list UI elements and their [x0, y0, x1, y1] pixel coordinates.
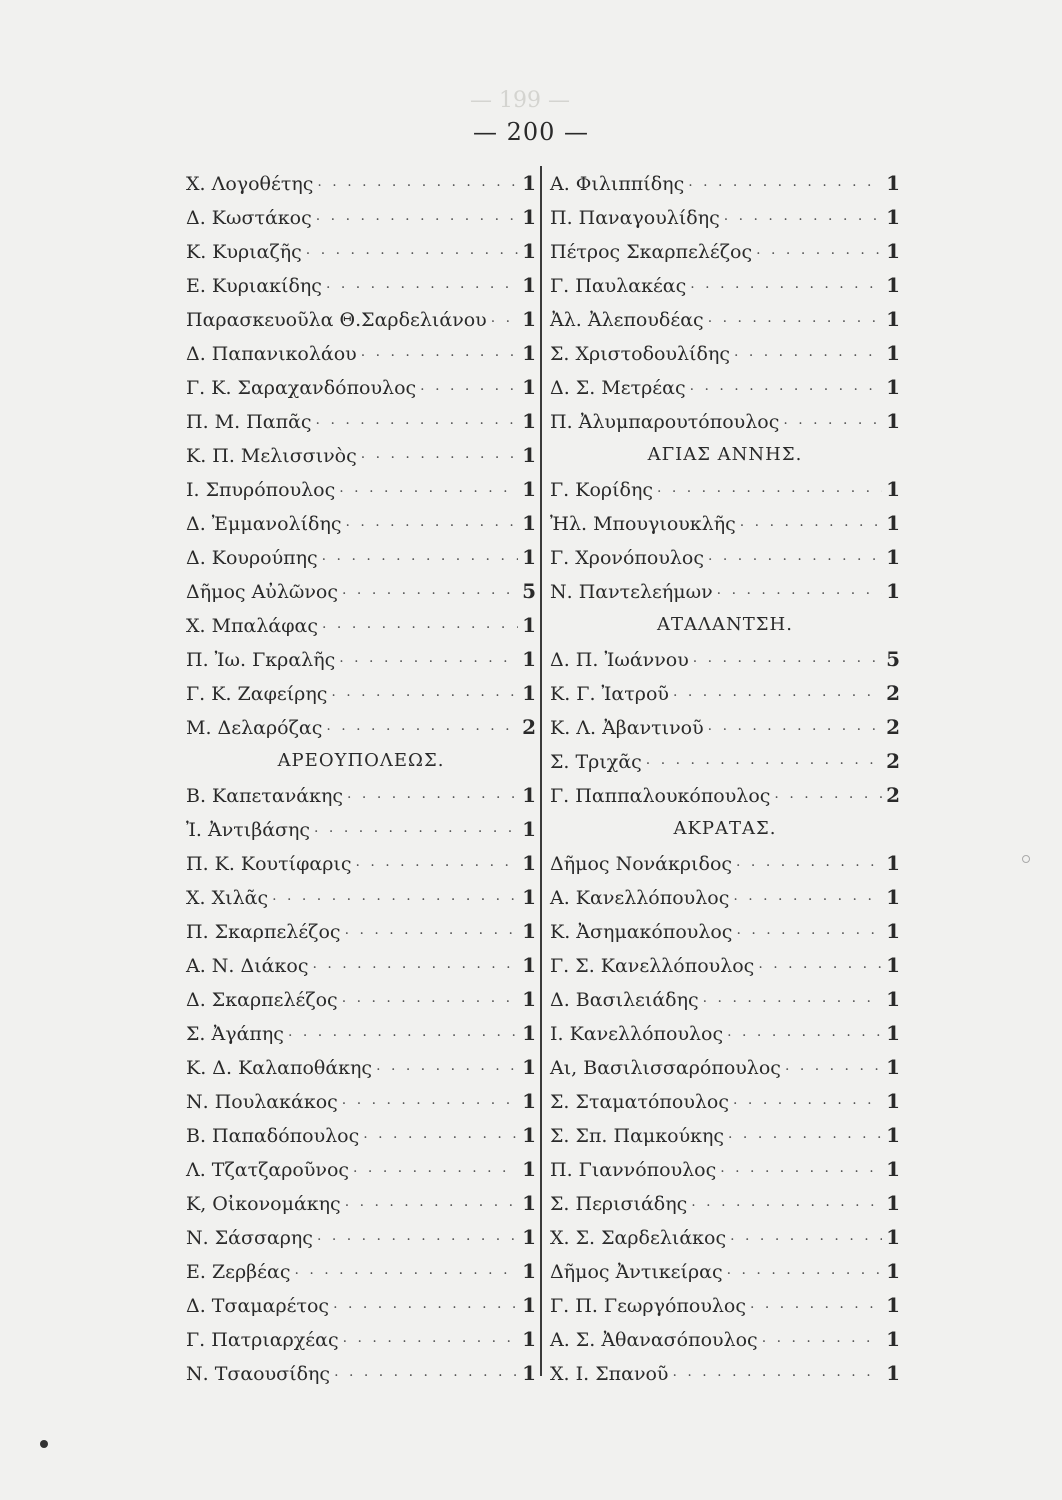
entry-count: 1 [886, 477, 900, 501]
entry-count: 1 [522, 1157, 536, 1181]
list-entry [550, 880, 900, 914]
list-entry [186, 438, 536, 472]
dot-leader [736, 849, 882, 883]
entry-name: Α. Κανελλόπουλος [550, 887, 730, 909]
dot-leader [690, 373, 882, 407]
page-number: — 200 — [472, 118, 590, 146]
dot-leader [272, 883, 518, 917]
entry-count: 1 [886, 307, 900, 331]
list-entry [186, 710, 536, 744]
list-entry [550, 982, 900, 1016]
dot-leader [420, 373, 518, 407]
list-entry [186, 948, 536, 982]
dot-leader [355, 849, 518, 883]
entry-count: 1 [886, 953, 900, 977]
entry-name: Σ. Χριστοδουλίδης [550, 343, 730, 365]
entry-name: Ἀλ. Ἀλεπουδέας [550, 309, 704, 331]
entry-name: Κ. Λ. Ἀβαντινοῦ [550, 717, 704, 739]
entry-name: Κ. Κυριαζῆς [186, 241, 302, 263]
list-entry [550, 778, 900, 812]
dot-leader [316, 203, 518, 237]
list-entry [186, 1084, 536, 1118]
dot-leader [785, 1053, 882, 1087]
entry-count: 1 [522, 817, 536, 841]
entry-name: Δ. Σ. Μετρέας [550, 377, 686, 399]
entry-count: 1 [886, 511, 900, 535]
entry-count: 1 [522, 783, 536, 807]
entry-count: 1 [522, 205, 536, 229]
dot-leader [317, 169, 518, 203]
entry-count: 1 [522, 647, 536, 671]
entry-name: Κ. Δ. Καλαποθάκης [186, 1057, 373, 1079]
list-entry [550, 336, 900, 370]
dot-leader [703, 985, 882, 1019]
entry-count: 1 [886, 1225, 900, 1249]
entry-count: 1 [522, 307, 536, 331]
entry-count: 1 [522, 987, 536, 1011]
entry-count: 1 [886, 1021, 900, 1045]
list-entry [186, 1322, 536, 1356]
entry-count: 1 [522, 1021, 536, 1045]
entry-name: Ν. Παντελεήμων [550, 581, 713, 603]
entry-count: 2 [886, 715, 900, 739]
dot-leader [724, 203, 882, 237]
dot-leader [339, 475, 518, 509]
dot-leader [317, 1223, 518, 1257]
entry-count: 1 [522, 953, 536, 977]
dot-leader [727, 1019, 882, 1053]
entry-count: 2 [522, 715, 536, 739]
dot-leader [691, 1189, 882, 1223]
list-entry [186, 1220, 536, 1254]
entry-count: 1 [522, 443, 536, 467]
dot-leader [326, 713, 518, 747]
list-entry [186, 234, 536, 268]
entry-name: Σ. Σπ. Παμκούκης [550, 1125, 725, 1147]
entry-count: 1 [886, 885, 900, 909]
entry-count: 1 [522, 545, 536, 569]
entry-count: 1 [522, 477, 536, 501]
entry-name: Δ. Π. Ἰωάννου [550, 649, 689, 671]
dot-leader [758, 951, 882, 985]
list-entry [550, 472, 900, 506]
dot-leader [733, 883, 882, 917]
right-column [550, 166, 900, 1390]
dot-leader [343, 1325, 518, 1359]
list-entry [186, 778, 536, 812]
entry-count: 1 [522, 885, 536, 909]
entry-count: 1 [886, 919, 900, 943]
entry-name: Γ. Πατριαρχέας [186, 1329, 339, 1351]
entry-count: 1 [522, 851, 536, 875]
entry-count: 1 [886, 1293, 900, 1317]
section-heading: ΑΚΡΑΤΑΣ. [673, 818, 777, 839]
dot-leader [342, 1087, 518, 1121]
entry-name: Ἠλ. Μπουγιουκλῆς [550, 513, 736, 535]
list-entry [550, 1152, 900, 1186]
entry-name: Δ. Παπανικολάου [186, 343, 357, 365]
entry-name: Δ. Κουρούπης [186, 547, 318, 569]
entry-name: Δ. Βασιλειάδης [550, 989, 699, 1011]
list-entry [186, 880, 536, 914]
list-entry [550, 676, 900, 710]
entry-count: 1 [886, 1327, 900, 1351]
entry-name: Ἰ. Ἀντιβάσης [186, 819, 311, 841]
list-entry [550, 710, 900, 744]
dot-leader [322, 611, 518, 645]
entry-name: Ν. Σάσσαρης [186, 1227, 313, 1249]
list-entry [186, 1016, 536, 1050]
section-heading: ΑΤΑΛΑΝΤΣΗ. [657, 614, 793, 635]
dot-leader [353, 1155, 518, 1189]
list-entry [186, 506, 536, 540]
entry-name: Γ. Σ. Κανελλόπουλος [550, 955, 755, 977]
dot-leader [316, 407, 519, 441]
dot-leader [717, 577, 882, 611]
entry-name: Π. Μ. Παπᾶς [186, 411, 312, 433]
entry-name: Δ. Ἐμμανολίδης [186, 513, 342, 535]
entry-name: Α. Φιλιππίδης [550, 173, 685, 195]
entry-count: 1 [886, 1191, 900, 1215]
entry-count: 1 [522, 613, 536, 637]
dot-leader [312, 951, 518, 985]
list-entry [550, 744, 900, 778]
dot-leader [688, 169, 882, 203]
entry-name: Π. Ἀλυμπαρουτόπουλος [550, 411, 780, 433]
dot-leader [342, 985, 518, 1019]
entry-count: 1 [886, 409, 900, 433]
dot-leader [342, 577, 518, 611]
entry-count: 1 [886, 171, 900, 195]
dot-leader [740, 509, 882, 543]
bleed-through-text: — 199 — [470, 88, 570, 113]
dot-leader [750, 1291, 882, 1325]
entry-count: 1 [522, 1191, 536, 1215]
list-entry [186, 1254, 536, 1288]
dot-leader [314, 815, 518, 849]
entry-count: 1 [886, 1123, 900, 1147]
dot-leader [756, 237, 882, 271]
list-entry [550, 540, 900, 574]
entry-count: 1 [522, 681, 536, 705]
entry-name: Παρασκευοῦλα Θ.Σαρδελιάνου [186, 309, 487, 331]
entry-name: Σ. Περισιάδης [550, 1193, 688, 1215]
dot-leader [345, 509, 518, 543]
list-entry [186, 472, 536, 506]
entry-count: 1 [886, 987, 900, 1011]
entry-count: 1 [522, 1259, 536, 1283]
dot-leader [361, 441, 518, 475]
entry-count: 1 [886, 1361, 900, 1385]
entry-name: Κ. Π. Μελισσινὸς [186, 445, 357, 467]
dot-leader [693, 645, 882, 679]
entry-count: 1 [522, 341, 536, 365]
entry-count: 1 [522, 1327, 536, 1351]
dot-leader [363, 1121, 518, 1155]
list-entry [550, 1084, 900, 1118]
entry-name: Α. Ν. Διάκος [186, 955, 309, 977]
list-entry [550, 404, 900, 438]
list-entry [186, 574, 536, 608]
entry-name: Π. Σκαρπελέζος [186, 921, 341, 943]
list-entry [186, 200, 536, 234]
entry-name: Χ. Λογοθέτης [186, 173, 314, 195]
list-entry [550, 846, 900, 880]
entry-name: Ν. Τσαουσίδης [186, 1363, 331, 1385]
entry-name: Λ. Τζατζαροῦνος [186, 1159, 350, 1181]
list-entry [550, 302, 900, 336]
entry-name: Γ. Χρονόπουλος [550, 547, 704, 569]
entry-name: Δ. Κωστάκος [186, 207, 312, 229]
entry-count: 1 [886, 273, 900, 297]
entry-count: 1 [522, 1293, 536, 1317]
list-entry [186, 982, 536, 1016]
entry-name: Γ. Π. Γεωργόπουλος [550, 1295, 746, 1317]
dot-leader [331, 679, 518, 713]
entry-name: Ι. Κανελλόπουλος [550, 1023, 724, 1045]
list-entry [550, 1322, 900, 1356]
list-entry [550, 1356, 900, 1390]
entry-count: 1 [886, 375, 900, 399]
entry-count: 1 [522, 171, 536, 195]
ink-speck [40, 1440, 48, 1448]
list-entry [186, 914, 536, 948]
entry-name: Χ. Ι. Σπανοῦ [550, 1363, 669, 1385]
entry-count: 1 [522, 239, 536, 263]
dot-leader [733, 1087, 882, 1121]
list-entry [550, 574, 900, 608]
dot-leader [727, 1257, 882, 1291]
entry-count: 5 [522, 579, 536, 603]
entry-name: Σ. Σταματόπουλος [550, 1091, 730, 1113]
entry-name: Ι. Σπυρόπουλος [186, 479, 336, 501]
entry-count: 2 [886, 749, 900, 773]
dot-leader [657, 475, 882, 509]
list-entry [550, 1254, 900, 1288]
entry-name: Κ. Ἀσημακόπουλος [550, 921, 733, 943]
list-entry [550, 1016, 900, 1050]
entry-count: 1 [522, 409, 536, 433]
dot-leader [361, 339, 518, 373]
subscriber-list [186, 166, 906, 1385]
entry-name: Δ. Σκαρπελέζος [186, 989, 338, 1011]
entry-name: Σ. Τριχᾶς [550, 751, 642, 773]
dot-leader [730, 1223, 882, 1257]
entry-count: 1 [886, 1157, 900, 1181]
list-entry [186, 1186, 536, 1220]
list-entry [550, 914, 900, 948]
dot-leader [491, 305, 518, 339]
entry-count: 1 [886, 239, 900, 263]
entry-count: 5 [886, 647, 900, 671]
entry-count: 1 [522, 1361, 536, 1385]
dot-leader [673, 679, 882, 713]
entry-name: Π. Ἰω. Γκραλῆς [186, 649, 336, 671]
entry-count: 1 [522, 273, 536, 297]
entry-name: Ε. Ζερβέας [186, 1261, 291, 1283]
dot-leader [762, 1325, 882, 1359]
entry-count: 2 [886, 681, 900, 705]
entry-count: 1 [522, 1089, 536, 1113]
entry-name: Π. Κ. Κουτίφαρις [186, 853, 352, 875]
entry-name: Γ. Παυλακέας [550, 275, 687, 297]
entry-name: Π. Γιαννόπουλος [550, 1159, 717, 1181]
entry-name: Σ. Ἀγάπης [186, 1023, 284, 1045]
list-entry [186, 268, 536, 302]
list-entry [186, 1152, 536, 1186]
entry-name: Δῆμος Αὐλῶνος [186, 581, 339, 603]
entry-name: Πέτρος Σκαρπελέζος [550, 241, 753, 263]
dot-leader [720, 1155, 882, 1189]
entry-count: 1 [886, 545, 900, 569]
dot-leader [339, 645, 518, 679]
entry-name: Κ, Οἰκονομάκης [186, 1193, 341, 1215]
dot-leader [347, 781, 518, 815]
dot-leader [774, 781, 882, 815]
dot-leader [736, 917, 882, 951]
dot-leader [345, 1189, 518, 1223]
list-entry [550, 200, 900, 234]
entry-name: Ν. Πουλακάκος [186, 1091, 338, 1113]
column-divider [540, 166, 542, 1376]
dot-leader [326, 271, 518, 305]
list-entry [550, 948, 900, 982]
dot-leader [734, 339, 882, 373]
entry-name: Μ. Δελαρόζας [186, 717, 323, 739]
list-entry [186, 812, 536, 846]
paper-mark [1022, 855, 1030, 863]
dot-leader [672, 1359, 882, 1393]
list-entry [186, 846, 536, 880]
entry-count: 1 [886, 851, 900, 875]
list-entry [186, 676, 536, 710]
entry-count: 1 [522, 1225, 536, 1249]
entry-name: Αι, Βασιλισσαρόπουλος [550, 1057, 781, 1079]
entry-name: Γ. Κ. Σαραχανδόπουλος [186, 377, 417, 399]
entry-count: 1 [886, 205, 900, 229]
dot-leader [690, 271, 882, 305]
entry-name: Χ. Χιλᾶς [186, 887, 269, 909]
entry-name: Δῆμος Νονάκριδος [550, 853, 733, 875]
list-entry [186, 166, 536, 200]
list-entry [186, 608, 536, 642]
left-column [186, 166, 536, 1390]
entry-count: 1 [522, 919, 536, 943]
dot-leader [708, 305, 882, 339]
list-entry [550, 1288, 900, 1322]
section-heading: ΑΡΕΟΥΠΟΛΕΩΣ. [277, 750, 445, 771]
entry-count: 1 [886, 1089, 900, 1113]
list-entry [186, 1288, 536, 1322]
entry-name: Γ. Παππαλουκόπουλος [550, 785, 771, 807]
entry-name: Δῆμος Ἀντικείρας [550, 1261, 723, 1283]
list-entry [550, 268, 900, 302]
dot-leader [334, 1359, 518, 1393]
entry-count: 1 [886, 1055, 900, 1079]
entry-count: 1 [522, 375, 536, 399]
list-entry [550, 166, 900, 200]
entry-count: 1 [886, 341, 900, 365]
entry-name: Ε. Κυριακίδης [186, 275, 322, 297]
entry-name: Χ. Μπαλάφας [186, 615, 319, 637]
entry-count: 1 [886, 1259, 900, 1283]
list-entry [186, 336, 536, 370]
entry-name: Κ. Γ. Ἰατροῦ [550, 683, 669, 705]
entry-name: Γ. Κορίδης [550, 479, 653, 501]
entry-name: Β. Παπαδόπουλος [186, 1125, 360, 1147]
list-entry [186, 642, 536, 676]
dot-leader [376, 1053, 518, 1087]
entry-name: Π. Παναγουλίδης [550, 207, 720, 229]
dot-leader [783, 407, 882, 441]
dot-leader [288, 1019, 518, 1053]
list-entry [186, 404, 536, 438]
dot-leader [708, 713, 882, 747]
entry-name: Α. Σ. Ἀθανασόπουλος [550, 1329, 758, 1351]
list-entry [550, 1220, 900, 1254]
list-entry [550, 642, 900, 676]
list-entry [186, 1356, 536, 1390]
dot-leader [708, 543, 882, 577]
list-entry [550, 1118, 900, 1152]
list-entry [186, 1050, 536, 1084]
entry-count: 1 [522, 1123, 536, 1147]
entry-name: Δ. Τσαμαρέτος [186, 1295, 330, 1317]
entry-name: Γ. Κ. Ζαφείρης [186, 683, 328, 705]
list-entry [550, 1186, 900, 1220]
dot-leader [728, 1121, 882, 1155]
entry-name: Β. Καπετανάκης [186, 785, 344, 807]
dot-leader [345, 917, 519, 951]
entry-count: 1 [886, 579, 900, 603]
entry-count: 2 [886, 783, 900, 807]
list-entry [186, 1118, 536, 1152]
dot-leader [306, 237, 518, 271]
list-entry [550, 370, 900, 404]
entry-name: Χ. Σ. Σαρδελιάκος [550, 1227, 727, 1249]
list-entry [550, 234, 900, 268]
list-entry [186, 540, 536, 574]
dot-leader [294, 1257, 518, 1291]
dot-leader [322, 543, 518, 577]
list-entry [186, 370, 536, 404]
list-entry [550, 1050, 900, 1084]
list-entry [550, 506, 900, 540]
dot-leader [646, 747, 882, 781]
section-heading: ΑΓΙΑΣ ΑΝΝΗΣ. [647, 444, 803, 465]
entry-count: 1 [522, 511, 536, 535]
dot-leader [333, 1291, 518, 1325]
entry-count: 1 [522, 1055, 536, 1079]
list-entry [186, 302, 536, 336]
